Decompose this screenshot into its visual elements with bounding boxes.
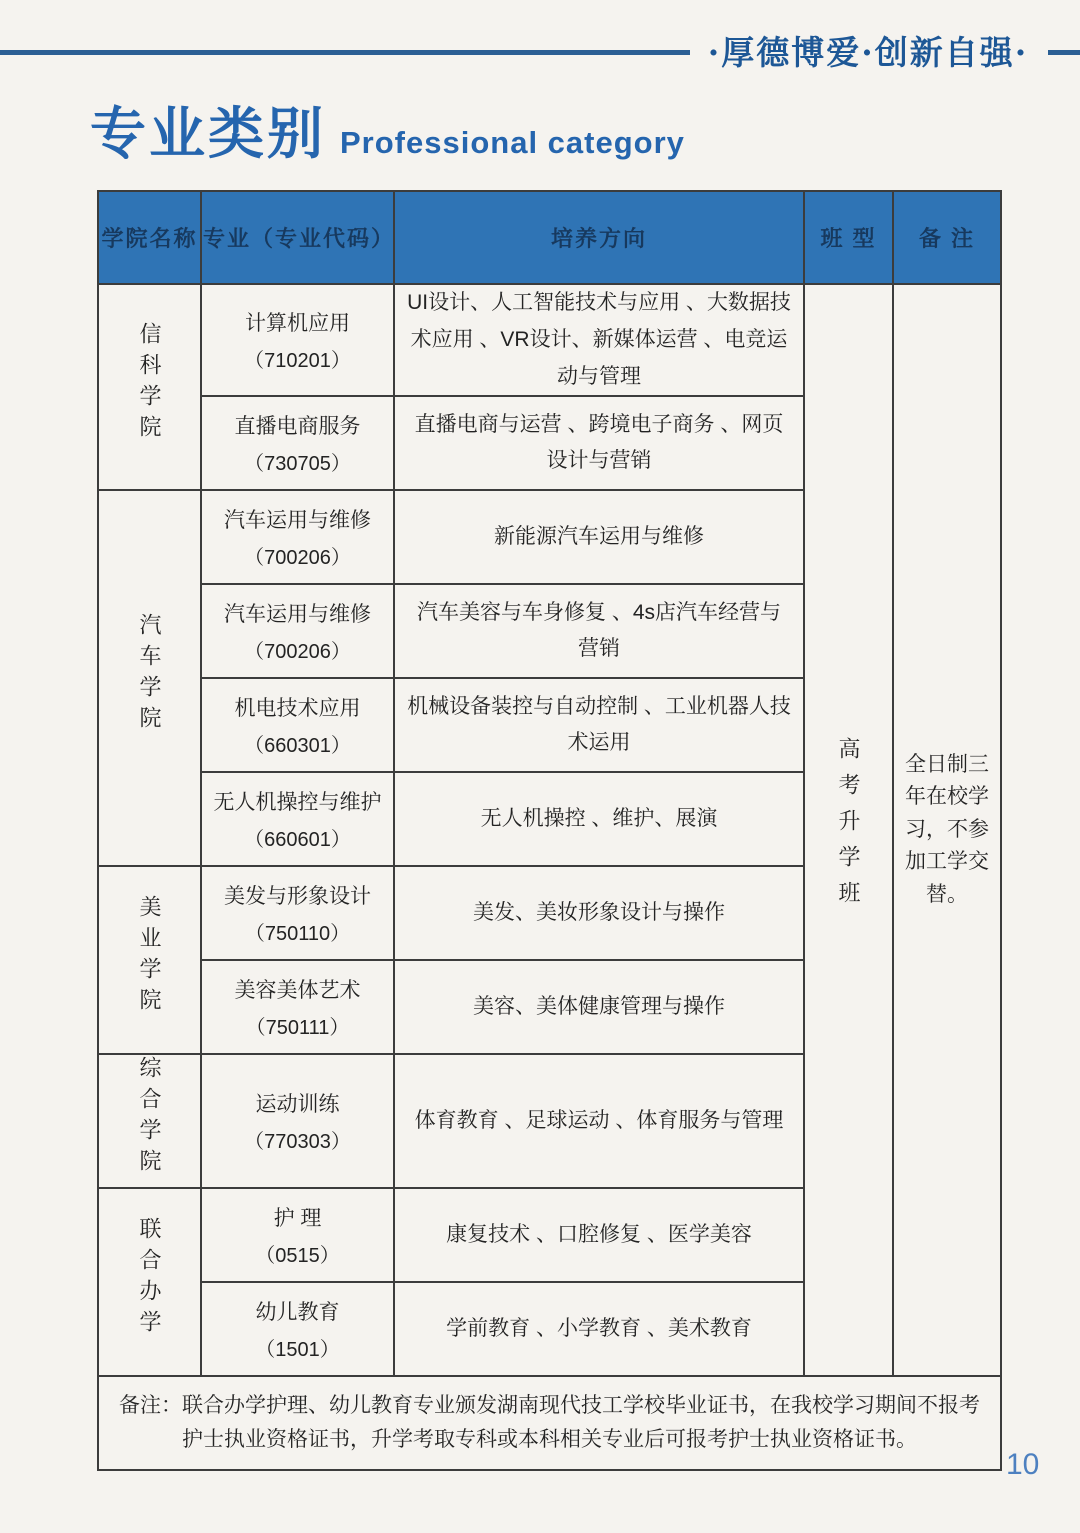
major-cell (201, 678, 394, 772)
header-class-type: 班 型 (804, 191, 893, 284)
direction-cell: 汽车美容与车身修复 、4s店汽车经营与营销 (394, 584, 804, 678)
major-code: （700206） (244, 547, 351, 570)
major-name: 美容美体艺术 (234, 979, 361, 1003)
page-title-block (90, 90, 685, 170)
table-header-row (98, 191, 1001, 284)
page-subtitle: Professional category (340, 125, 685, 160)
major-code: （1501） (255, 1339, 340, 1362)
major-cell (201, 1188, 394, 1282)
professional-category-table (97, 190, 1002, 1471)
direction-cell: 美发、美妆形象设计与操作 (394, 866, 804, 960)
college-cell (98, 490, 201, 866)
major-name: 护 理 (273, 1207, 322, 1231)
major-code: （660601） (244, 829, 351, 852)
major-cell (201, 1054, 394, 1188)
college-name: 信科学院 (137, 322, 162, 447)
college-name: 联合办学 (137, 1217, 162, 1342)
remark-cell: 全日制三年在校学习，不参加工学交替。 (893, 284, 1001, 1376)
college-cell (98, 284, 201, 490)
major-cell (201, 490, 394, 584)
major-code: （710201） (244, 350, 351, 373)
major-code: （700206） (244, 641, 351, 664)
direction-cell: 新能源汽车运用与维修 (394, 490, 804, 584)
major-code: （750111） (245, 1017, 350, 1040)
direction-cell: 学前教育 、小学教育 、美术教育 (394, 1282, 804, 1376)
college-name: 美业学院 (137, 895, 162, 1020)
major-name: 运动训练 (255, 1093, 340, 1117)
page-title: 专业类别 (90, 102, 326, 165)
major-name: 计算机应用 (245, 312, 350, 336)
college-cell (98, 1188, 201, 1376)
major-cell (201, 396, 394, 490)
major-cell (201, 1282, 394, 1376)
major-code: （730705） (244, 453, 351, 476)
major-name: 汽车运用与维修 (224, 603, 371, 627)
major-cell (201, 772, 394, 866)
table-row (98, 284, 1001, 396)
direction-cell: 康复技术 、口腔修复 、医学美容 (394, 1188, 804, 1282)
major-code: （660301） (244, 735, 351, 758)
page-number: 10 (1006, 1448, 1040, 1481)
top-rule-right (1048, 50, 1080, 55)
table-footnote: 备注：联合办学护理、幼儿教育专业颁发湖南现代技工学校毕业证书，在我校学习期间不报考护士执业资格证书，升学考取专科或本科相关专业后可报考护士执业资格证书。 (98, 1376, 1001, 1470)
college-name: 汽车学院 (137, 613, 162, 738)
major-code: （0515） (255, 1245, 340, 1268)
major-cell (201, 284, 394, 396)
major-code: （770303） (244, 1131, 351, 1154)
direction-cell: 直播电商与运营 、跨境电子商务 、网页设计与营销 (394, 396, 804, 490)
class-type-cell (804, 284, 893, 1376)
header-major: 专业（专业代码） (201, 191, 394, 284)
direction-cell: UI设计、人工智能技术与应用 、大数据技术应用 、VR设计、新媒体运营 、电竞运动与管理 (394, 284, 804, 396)
header-remark: 备 注 (893, 191, 1001, 284)
major-name: 幼儿教育 (255, 1301, 340, 1325)
class-type: 高考升学班 (836, 737, 861, 918)
college-cell (98, 866, 201, 1054)
direction-cell: 无人机操控 、维护、展演 (394, 772, 804, 866)
major-cell (201, 866, 394, 960)
major-cell (201, 960, 394, 1054)
major-name: 美发与形象设计 (224, 885, 371, 909)
top-rule-left (0, 50, 690, 55)
major-name: 直播电商服务 (234, 415, 361, 439)
school-motto: ·厚德博爱·创新自强· (707, 33, 1029, 72)
header-direction: 培养方向 (394, 191, 804, 284)
major-cell (201, 584, 394, 678)
major-code: （750110） (244, 923, 351, 946)
header-college: 学院名称 (98, 191, 201, 284)
major-name: 汽车运用与维修 (224, 509, 371, 533)
major-name: 机电技术应用 (234, 697, 361, 721)
college-name: 综合学院 (137, 1056, 162, 1181)
direction-cell: 体育教育 、足球运动 、体育服务与管理 (394, 1054, 804, 1188)
direction-cell: 美容、美体健康管理与操作 (394, 960, 804, 1054)
major-name: 无人机操控与维护 (213, 791, 382, 815)
table-note-row (98, 1376, 1001, 1470)
direction-cell: 机械设备装控与自动控制 、工业机器人技术运用 (394, 678, 804, 772)
college-cell (98, 1054, 201, 1188)
